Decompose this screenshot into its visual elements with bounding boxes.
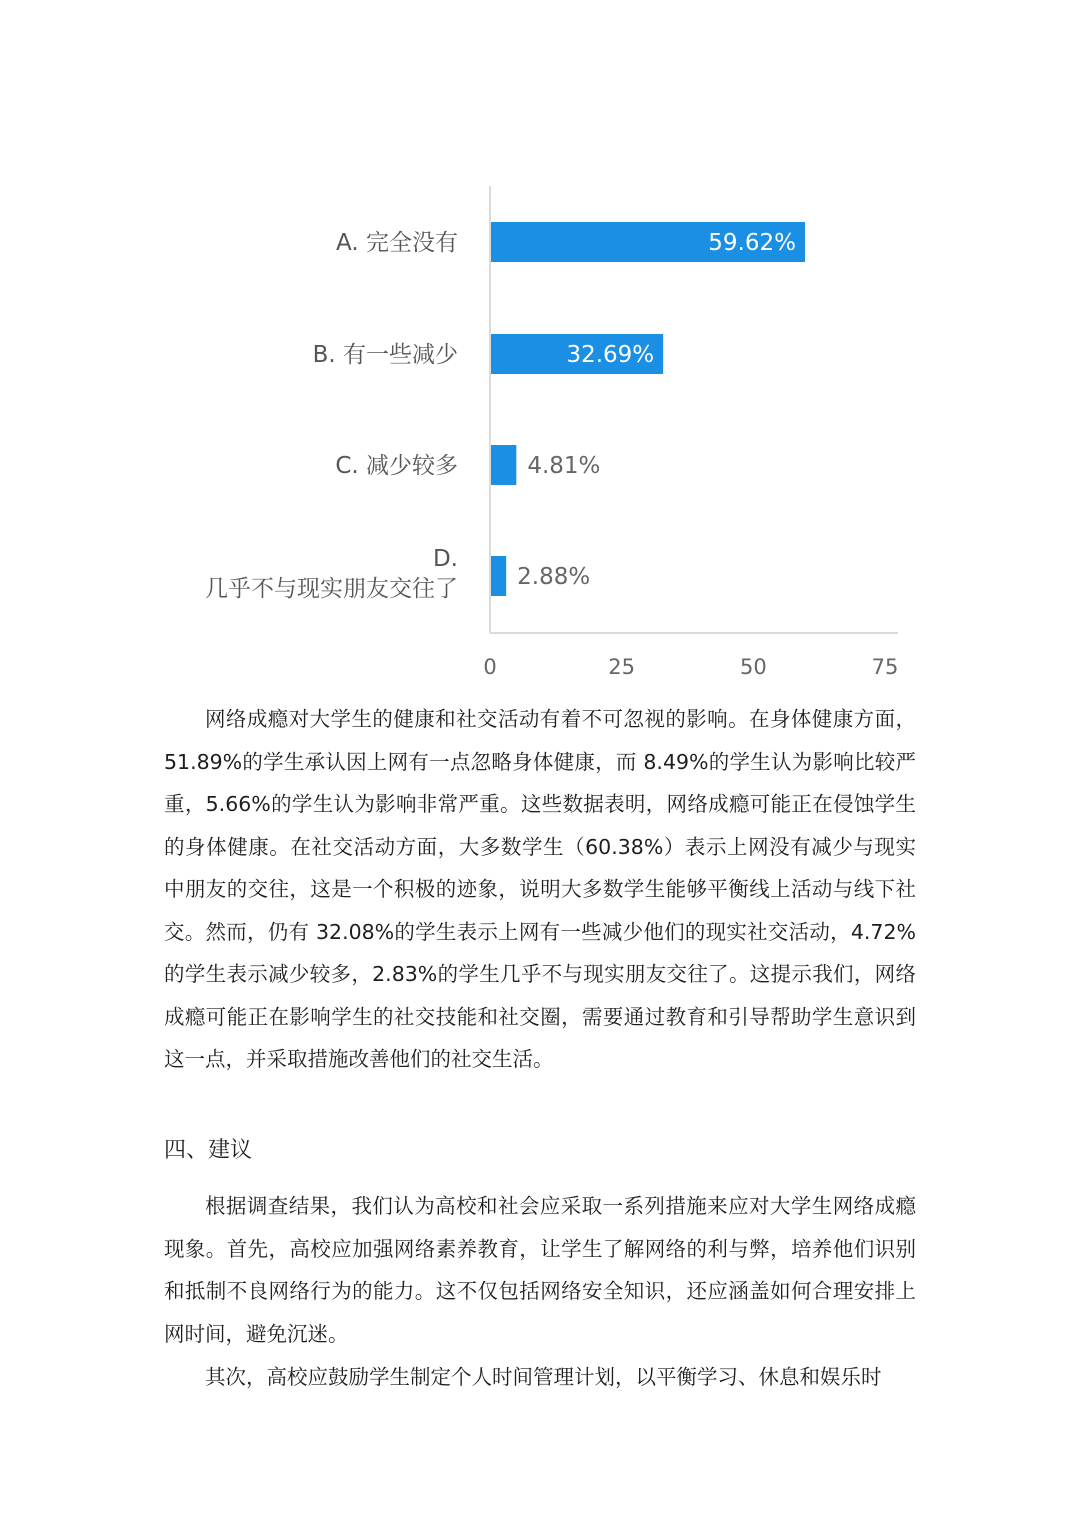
x-tick-label-0: 0	[483, 655, 497, 679]
value-label-2: 32.69%	[566, 342, 655, 368]
value-label-4: 2.88%	[517, 564, 591, 590]
value-label-3: 4.81%	[527, 453, 601, 479]
category-label-3: C. 减少较多	[335, 453, 458, 479]
ticks-layer	[483, 655, 898, 679]
category-label-4: D.几乎不与现实朋友交往了	[205, 546, 458, 602]
x-tick-label-50: 50	[739, 655, 767, 679]
paragraph-suggestions-first: 根据调查结果，我们认为高校和社会应采取一系列措施来应对大学生网络成瘾现象。首先，高校应加强网络素养教育，让学生了解网络的利与弊，培养他们识别和抵制不良网络行为的能力。这不仅包括网络安全知识，还应涵盖如何合理安排上网时间，避免沉迷。	[164, 1194, 916, 1346]
category-label-2: B. 有一些减少	[312, 342, 458, 368]
value-label-1: 59.62%	[708, 230, 796, 256]
body-text-block-3	[164, 1356, 916, 1399]
category-label-1: A. 完全没有	[336, 230, 458, 256]
labels-layer	[205, 230, 796, 602]
bar-4	[491, 556, 506, 596]
bar-chart	[0, 0, 1080, 700]
bars-layer	[491, 222, 805, 596]
bar-3	[491, 445, 516, 485]
x-tick-label-25: 25	[608, 655, 636, 679]
body-text-block-2	[164, 1185, 916, 1355]
paragraph-health-social: 网络成瘾对大学生的健康和社交活动有着不可忽视的影响。在身体健康方面，51.89%的学生承认因上网有一点忽略身体健康，而 8.49%的学生认为影响比较严重，5.66%的学生认为影响非常严重。这些数据表明，网络成瘾可能正在侵蚀学生的身体健康。在社交活动方面，大多数学生（60.38%）表示上网没有减少与现实中朋友的交往，这是一个积极的迹象，说明大多数学生能够平衡线上活动与线下社交。然而，仍有 32.08%的学生表示上网有一些减少他们的现实社交活动，4.72%的学生表示减少较多，2.83%的学生几乎不与现实朋友交往了。这提示我们，网络成瘾可能正在影响学生的社交技能和社交圈，需要通过教育和引导帮助学生意识到这一点，并采取措施改善他们的社交生活。	[164, 707, 916, 1071]
section-heading-suggestions: 四、建议	[164, 1138, 253, 1163]
paragraph-suggestions-second: 其次，高校应鼓励学生制定个人时间管理计划，以平衡学习、休息和娱乐时	[205, 1365, 882, 1389]
x-tick-label-75: 75	[871, 655, 899, 679]
body-text-block-1	[164, 698, 916, 1081]
